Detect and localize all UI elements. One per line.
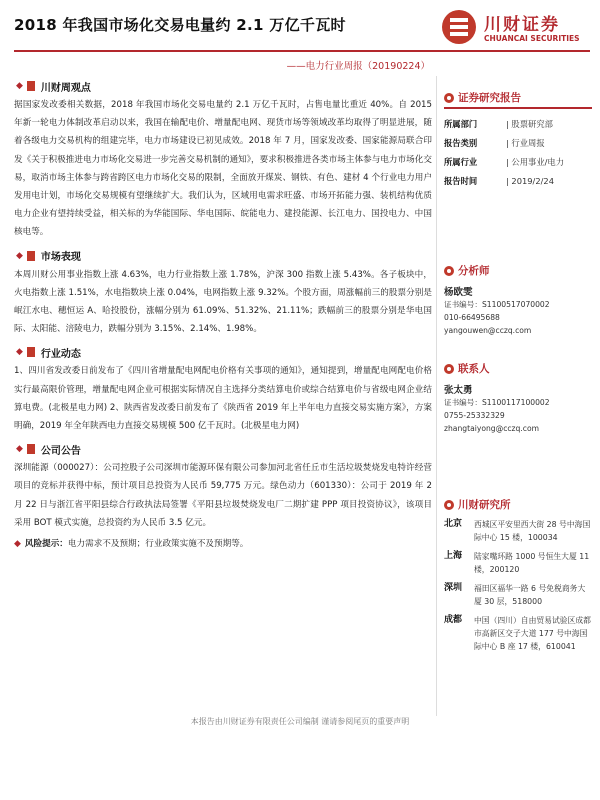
report-subtitle: ——电力行业周报（20190224） xyxy=(286,61,430,72)
institute-heading: 川财研究所 xyxy=(458,499,511,511)
section-view xyxy=(14,76,432,242)
section-paragraph: 1、四川省发改委日前发布了《四川省增量配电网配电价格有关事项的通知》，通知提到，增量配电网配电价格实行最高限价管理，增量配电网企业可根据实际情况自主选择分类结算电价或综合结算电价与省级电网企业结算电费。(北极星电力网) 2、陕西省发改委日前发布了《陕西省 2019 年上半年电力直接交易实施方案》，方案明确，2019 年全年陕西电力直接交易规模 500 亿千瓦时。(北极星电力网) xyxy=(14,366,432,432)
circle-bullet-icon xyxy=(444,93,454,103)
contact-cert: 证书编号：S1100117100002 xyxy=(444,398,550,407)
meta-row xyxy=(444,153,592,172)
contact-name: 张太勇 xyxy=(444,385,473,396)
institute-city: 北京 xyxy=(444,519,463,529)
institute-row xyxy=(444,518,592,544)
diamond-bullet-icon: ◆ xyxy=(16,250,23,261)
diamond-bullet-icon: ◆ xyxy=(16,347,23,358)
meta-value: | 股票研究部 xyxy=(506,119,553,129)
meta-row xyxy=(444,115,592,134)
column-divider xyxy=(436,76,437,716)
risk-label: 风险提示： xyxy=(24,539,68,550)
section-paragraph: 本周川财公用事业指数上涨 4.63%，电力行业指数上涨 1.78%，沪深 300 指数上涨 5.43%。各子板块中，火电指数上涨 1.51%，水电指数块上涨 0.04%，电网指数上涨 9.32%。个股方面，周涨幅前三的股票分别是岷江水电、穗恒运 A、哈投股份，涨幅分别为 61.09%、51.32%、21.11%；跌幅前三的股票分别是华电国际、太阳能、涪陵电力，跌幅分别为 3.15%、2.14%、1.98%。 xyxy=(14,269,432,335)
meta-value: | 2019/2/24 xyxy=(506,176,554,186)
meta-key: 报告类别 xyxy=(444,138,478,148)
contact-phone: 0755-25332329 xyxy=(444,411,505,420)
circle-bullet-icon xyxy=(444,364,454,374)
analyst-cert: 证书编号：S1100517070002 xyxy=(444,300,550,309)
institute-row xyxy=(444,614,592,653)
risk-text: 电力需求不及预期；行业政策实施不及预期等。 xyxy=(67,539,249,550)
analyst-name: 杨欧雯 xyxy=(444,287,473,298)
section-marker-icon xyxy=(27,444,35,454)
institute-row xyxy=(444,550,592,576)
report-heading: 证券研究报告 xyxy=(458,92,521,104)
contact-heading: 联系人 xyxy=(458,363,490,375)
institute-city: 深圳 xyxy=(444,583,463,593)
section-marker-icon xyxy=(27,347,35,357)
section-paragraph: 深圳能源（000027）：公司控股子公司深圳市能源环保有限公司参加河北省任丘市生活垃圾焚烧发电特许经营项目的竞标并获得中标，预计项目总投资为人民币 59,775 万元。绿色动力（601330）：公司于 2019 年 2 月 22 日与浙江省平阳县综合行政执法局签署《平阳县垃圾焚烧发电厂二期扩建 PPP 项目投资协议》，该项目采用 BOT 模式实施，总投资约为人民币 3.5 亿元。 xyxy=(14,463,432,528)
risk-warning xyxy=(14,536,432,552)
contact-email[interactable]: zhangtaiyong@cczq.com xyxy=(444,424,539,433)
company-logo xyxy=(442,10,592,50)
meta-row xyxy=(444,134,592,153)
section-marker-icon xyxy=(27,81,35,91)
meta-key: 所属部门 xyxy=(444,119,478,129)
report-title: 2018 年我国市场化交易电量约 2.1 万亿千瓦时 xyxy=(14,16,346,34)
institute-address: 福田区福华一路 6 号免税商务大厦 30 层，518000 xyxy=(474,584,586,606)
section-company xyxy=(14,439,432,532)
analyst-email[interactable]: yangouwen@cczq.com xyxy=(444,326,532,335)
institute-address: 陆家嘴环路 1000 号恒生大厦 11 楼，200120 xyxy=(474,552,590,574)
diamond-bullet-icon: ◆ xyxy=(14,539,21,550)
meta-key: 报告时间 xyxy=(444,176,478,186)
circle-bullet-icon xyxy=(444,500,454,510)
section-heading: 行业动态 xyxy=(40,348,81,360)
diamond-bullet-icon: ◆ xyxy=(16,444,23,455)
institute-city: 成都 xyxy=(444,615,463,625)
meta-row xyxy=(444,172,592,191)
circle-bullet-icon xyxy=(444,266,454,276)
section-heading: 市场表现 xyxy=(40,252,81,264)
analyst-heading: 分析师 xyxy=(458,265,490,277)
logo-mark-icon xyxy=(442,10,476,44)
institute-address: 中国（四川）自由贸易试验区成都市高新区交子大道 177 号中海国际中心 B 座 17 楼，610041 xyxy=(474,616,591,651)
sidebar xyxy=(444,90,592,659)
section-heading: 公司公告 xyxy=(40,445,81,457)
section-industry xyxy=(14,342,432,435)
meta-key: 所属行业 xyxy=(444,157,478,167)
section-heading: 川财周观点 xyxy=(40,82,91,94)
page-footer: 本报告由川财证券有限责任公司编制 谨请参阅尾页的重要声明 xyxy=(190,717,410,726)
section-paragraph: 据国家发改委相关数据，2018 年我国市场化交易电量约 2.1 万亿千瓦时，占售电量比重近 40%。自 2015 年新一轮电力体制改革启动以来，我国在输配电价、增量配电网、现货市场等领域改革均取得了明显进展，随着各级电力交易机构的组建完毕，电力市场建设已初见成效。2018 年 7 月，国家发改委、国家能源局联合印发《关于积极推进电力市场化交易进一步完善交易机制的通知》，要求积极推进各类市场主体参与电力市场化交易，取消市场主体参与跨省跨区电力市场化交易的限制，全面放开煤炭、钢铁、有色、建材 4 个行业电力用户发用电计划，市场化交易规模有望继续扩大。我们认为，区域用电需求旺盛、市场开拓能力强、装机结构优质电力企业有望持续受益，相关标的为华能国际、华电国际、皖能电力、建投能源、长江电力、国投电力、中国核电等。 xyxy=(14,100,432,238)
sidebar-divider xyxy=(444,107,592,109)
analyst-phone: 010-66495688 xyxy=(444,313,500,322)
header-divider xyxy=(14,50,590,52)
section-market xyxy=(14,246,432,339)
logo-name-cn: 川财证券 xyxy=(484,15,560,35)
meta-value: | 行业周报 xyxy=(506,138,545,148)
section-marker-icon xyxy=(27,251,35,261)
logo-name-en: CHUANCAI SECURITIES xyxy=(484,34,580,43)
main-content xyxy=(14,76,432,552)
institute-city: 上海 xyxy=(444,551,463,561)
meta-value: | 公用事业/电力 xyxy=(506,157,565,167)
institute-address: 西城区平安里西大街 28 号中海国际中心 15 楼，100034 xyxy=(474,520,591,542)
diamond-bullet-icon: ◆ xyxy=(16,81,23,91)
institute-row xyxy=(444,582,592,608)
